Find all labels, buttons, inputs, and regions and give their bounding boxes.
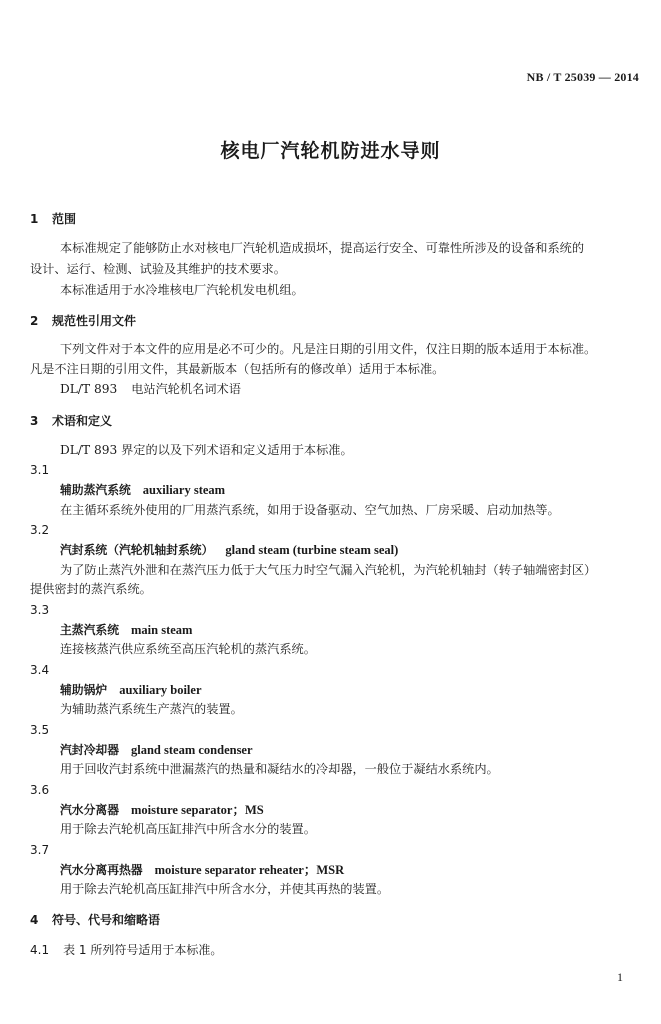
term-number: 3.3 [30, 603, 50, 617]
section-2-paragraph-line-2: 凡是不注日期的引用文件，其最新版本（包括所有的修改单）适用于本标准。 [30, 362, 445, 376]
section-4-heading: 4 符号、代号和缩略语 [30, 913, 161, 927]
section-2-heading: 2 规范性引用文件 [30, 314, 137, 328]
reference-title: 电站汽轮机名词术语 [131, 382, 241, 396]
term-definition-continued: 提供密封的蒸汽系统。 [30, 582, 152, 596]
term-heading: 汽封系统（汽轮机轴封系统） gland steam (turbine steam seal) [60, 543, 399, 557]
term-definition: 用于回收汽封系统中泄漏蒸汽的热量和凝结水的冷却器，一般位于凝结水系统内。 [60, 762, 499, 776]
term-number: 3.2 [30, 523, 50, 537]
term-definition: 连接核蒸汽供应系统至高压汽轮机的蒸汽系统。 [60, 642, 316, 656]
section-1-paragraph-1-line-1: 本标准规定了能够防止水对核电厂汽轮机造成损坏，提高运行安全、可靠性所涉及的设备和系统的 [60, 241, 585, 255]
term-heading: 汽封冷却器 gland steam condenser [60, 743, 253, 757]
standard-code: NB / T 25039 — 2014 [526, 70, 639, 84]
normative-reference [60, 381, 241, 397]
page-number: 1 [617, 970, 623, 984]
reference-code: DL/T 893 [60, 382, 118, 396]
subclause-4-1: 4.1 表 1 所列符号适用于本标准。 [30, 943, 223, 957]
term-definition: 为辅助蒸汽系统生产蒸汽的装置。 [60, 702, 243, 716]
term-heading: 汽水分离再热器 moisture separator reheater；MSR [60, 863, 345, 877]
term-definition: 用于除去汽轮机高压缸排汽中所含水分的装置。 [60, 822, 316, 836]
term-number: 3.7 [30, 843, 50, 857]
term-number: 3.1 [30, 463, 50, 477]
section-1-heading: 1 范围 [30, 212, 77, 226]
term-number: 3.4 [30, 663, 50, 677]
document-title: 核电厂汽轮机防进水导则 [220, 140, 441, 162]
term-number: 3.6 [30, 783, 50, 797]
section-3-heading: 3 术语和定义 [30, 414, 113, 428]
section-3-intro: DL/T 893 界定的以及下列术语和定义适用于本标准。 [60, 443, 353, 457]
term-definition: 在主循环系统外使用的厂用蒸汽系统，如用于设备驱动、空气加热、厂房采暖、启动加热等。 [60, 503, 560, 517]
term-number: 3.5 [30, 723, 50, 737]
term-definition: 用于除去汽轮机高压缸排汽中所含水分，并使其再热的装置。 [60, 882, 390, 896]
term-heading: 汽水分离器 moisture separator；MS [60, 803, 264, 817]
term-definition: 为了防止蒸汽外泄和在蒸汽压力低于大气压力时空气漏入汽轮机，为汽轮机轴封（转子轴端密封区） [60, 563, 597, 577]
section-1-paragraph-1-line-2: 设计、运行、检测、试验及其维护的技术要求。 [30, 262, 286, 276]
term-heading: 辅助蒸汽系统 auxiliary steam [60, 483, 226, 497]
term-heading: 主蒸汽系统 main steam [60, 623, 193, 637]
section-1-paragraph-2: 本标准适用于水冷堆核电厂汽轮机发电机组。 [60, 283, 304, 297]
term-heading: 辅助锅炉 auxiliary boiler [60, 683, 202, 697]
section-2-paragraph-line-1: 下列文件对于本文件的应用是必不可少的。凡是注日期的引用文件，仅注日期的版本适用于本标准。 [60, 342, 597, 356]
